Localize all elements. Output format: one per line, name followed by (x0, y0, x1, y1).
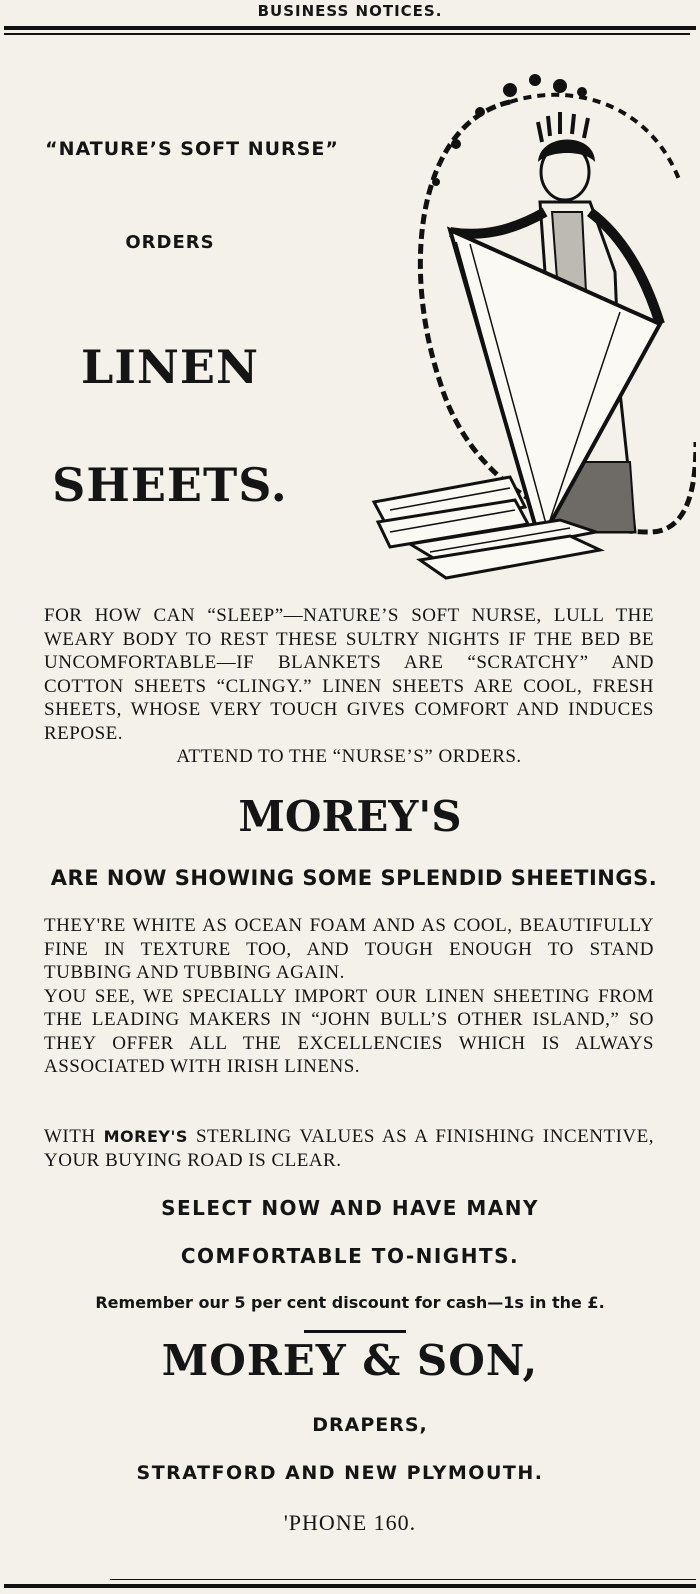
divider (304, 1330, 406, 1333)
discount-note: Remember our 5 per cent discount for cash—1s in the £. (95, 1293, 605, 1312)
call-to-action-line2: COMFORTABLE TO-NIGHTS. (180, 1244, 520, 1268)
nurse-with-sheet-illustration (360, 62, 696, 582)
bottom-rule (4, 1584, 696, 1588)
firm-phone: 'PHONE 160. (283, 1510, 417, 1535)
firm-trade: DRAPERS, (312, 1414, 428, 1436)
ad-paragraph-sheetings: THEY'RE WHITE AS OCEAN FOAM AND AS COOL, BEAUTIFULLY FINE IN TEXTURE TOO, AND TOUGH ENOUGH TO STAND TUBBING AND TUBBING AGAIN. YOU SEE, WE SPECIALLY IMPORT OUR LINEN SHEETING FROM THE LEADING MAKERS IN “JOHN BULL’S OTHER ISLAND,” SO THEY OFFER ALL THE EXCELLENCIES WHICH IS ALWAYS ASSOCIATED WITH IRISH LINENS. (44, 915, 654, 1077)
ad-headline-linen: LINEN (80, 340, 260, 394)
ad-subheading: ARE NOW SHOWING SOME SPLENDID SHEETINGS. (50, 866, 658, 890)
ad-paragraph-values: WITH MOREY'S STERLING VALUES AS A FINISHING INCENTIVE, YOUR BUYING ROAD IS CLEAR. (44, 1126, 654, 1171)
ad-headline-sheets: SHEETS. (52, 458, 288, 512)
brand-heading: MOREY'S (238, 792, 462, 841)
call-to-action-line1: SELECT NOW AND HAVE MANY (161, 1196, 539, 1220)
top-rule (4, 26, 696, 30)
section-heading: BUSINESS NOTICES. (257, 2, 443, 20)
firm-location: STRATFORD AND NEW PLYMOUTH. (136, 1462, 544, 1484)
ad-orders: ORDERS (125, 232, 215, 253)
bottom-rule-thin (110, 1579, 696, 1580)
top-rule-thin (4, 33, 690, 35)
ad-paragraph-intro: FOR HOW CAN “SLEEP”—NATURE’S SOFT NURSE, LULL THE WEARY BODY TO REST THESE SULTRY NIGHTS IF THE BED BE UNCOMFORTABLE—IF BLANKETS ARE “SCRATCHY” AND COTTON SHEETS “CLINGY.” LINEN SHEETS ARE COOL, FRESH SHEETS, WHOSE VERY TOUCH GIVES COMFORT AND INDUCES REPOSE. ATTEND TO THE “NURSE’S” ORDERS. (44, 605, 654, 767)
ad-slogan: “NATURE’S SOFT NURSE” (45, 138, 339, 160)
firm-name: MOREY & SON, (161, 1336, 539, 1385)
